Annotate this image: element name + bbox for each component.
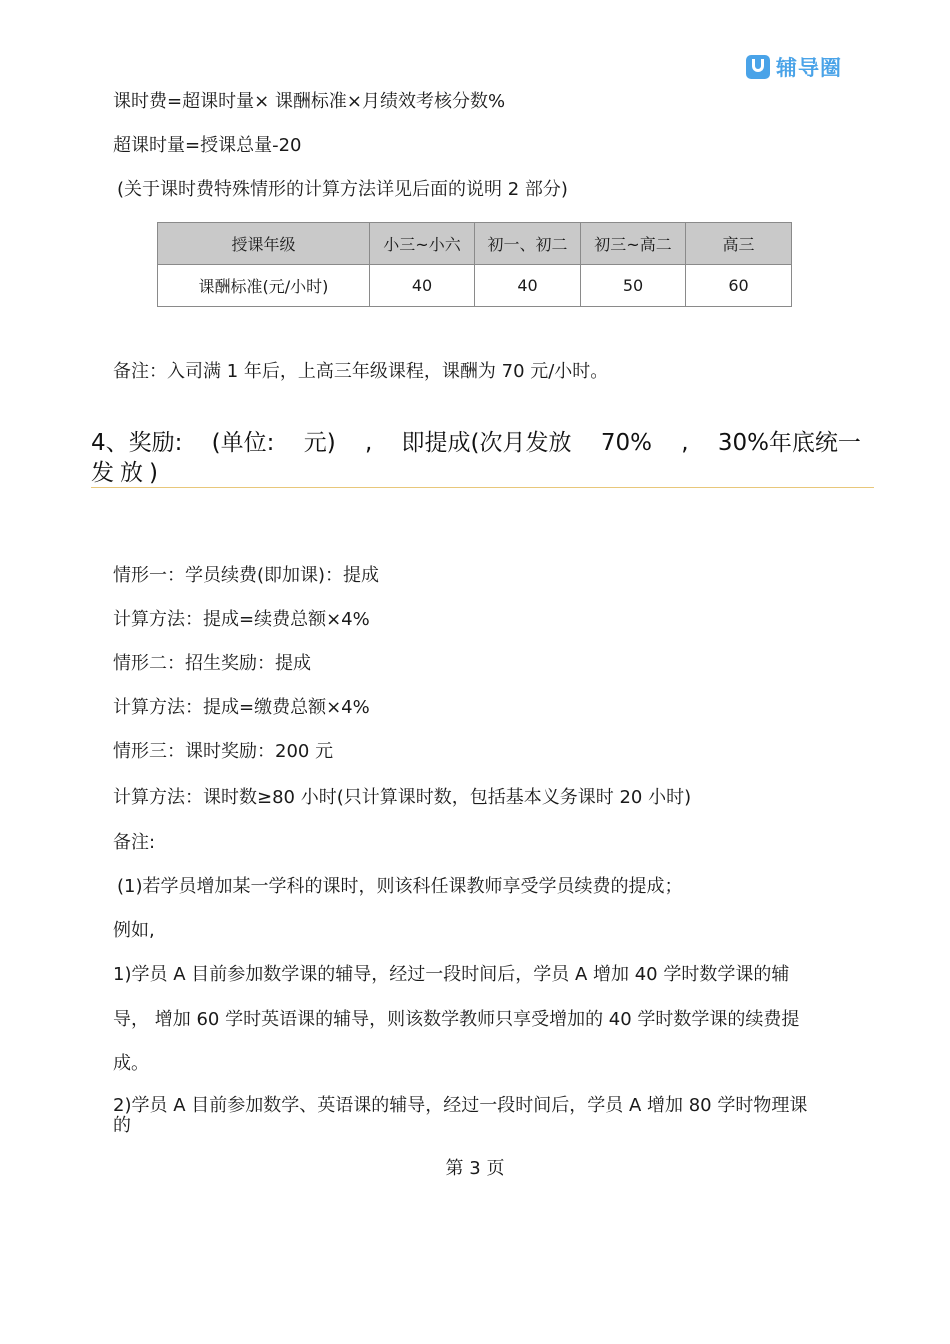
- item-case-2: 情形二：招生奖励：提成: [113, 653, 311, 674]
- table-header-cell: 小三~小六: [370, 223, 475, 265]
- heading-part: 4、奖励:: [91, 430, 183, 456]
- item-example-2-line-2: 的: [113, 1115, 131, 1136]
- heading-part: 元): [303, 430, 336, 456]
- table-cell: 50: [581, 265, 686, 307]
- item-remark-1: (1)若学员增加某一学科的课时，则该科任课教师享受学员续费的提成；: [117, 876, 683, 897]
- heading-underline: [91, 487, 874, 488]
- table-cell: 60: [686, 265, 792, 307]
- table-header-cell: 高三: [686, 223, 792, 265]
- table-header-row: [158, 223, 792, 265]
- table-cell: 40: [370, 265, 475, 307]
- table-header-cell: 初三~高二: [581, 223, 686, 265]
- heading-line-1: [91, 428, 861, 458]
- heading-part: (单位:: [211, 430, 275, 456]
- item-example-1-line-3: 成。: [113, 1053, 149, 1074]
- formula-course-fee: 课时费=超课时量× 课酬标准×月绩效考核分数%: [113, 91, 506, 112]
- item-example-1-line-1: 1)学员 A 目前参加数学课的辅导，经过一段时间后，学员 A 增加 40 学时数学课的辅: [113, 964, 790, 985]
- brand-name: 辅导圈: [776, 56, 842, 80]
- item-method-1: 计算方法：提成=续费总额×4%: [113, 609, 370, 630]
- brand-logo: [746, 54, 842, 80]
- item-example-2-line-1: 2)学员 A 目前参加数学、英语课的辅导，经过一段时间后，学员 A 增加 80 学时物理课: [113, 1095, 808, 1116]
- item-example-1-line-2: 导， 增加 60 学时英语课的辅导，则该数学教师只享受增加的 40 学时数学课的续费提: [113, 1009, 800, 1030]
- heading-line-2: 发放): [91, 460, 164, 486]
- item-case-1: 情形一：学员续费(即加课)：提成: [113, 565, 380, 586]
- page-number: 第 3 页: [445, 1158, 505, 1179]
- heading-part: 30%年底统一: [717, 430, 861, 456]
- item-method-3: 计算方法：课时数≥80 小时(只计算课时数，包括基本义务课时 20 小时): [113, 787, 692, 808]
- section-heading-rewards: [91, 428, 861, 488]
- item-example-label: 例如,: [113, 920, 155, 941]
- item-method-2: 计算方法：提成=缴费总额×4%: [113, 697, 370, 718]
- item-remark-label: 备注:: [113, 832, 156, 853]
- u-logo-icon: [746, 55, 770, 79]
- formula-extra-hours: 超课时量=授课总量-20: [113, 135, 302, 156]
- heading-part: 即提成(次月发放: [401, 430, 572, 456]
- heading-part: ,: [681, 430, 689, 456]
- table-header-cell: 授课年级: [158, 223, 370, 265]
- heading-part: ,: [364, 430, 373, 456]
- table-header-cell: 初一、初二: [475, 223, 581, 265]
- fee-standard-table: [157, 222, 792, 307]
- table-cell: 课酬标准(元/小时): [158, 265, 370, 307]
- remark-senior-fee: 备注：入司满 1 年后，上高三年级课程，课酬为 70 元/小时。: [113, 361, 609, 382]
- table-cell: 40: [475, 265, 581, 307]
- item-case-3: 情形三：课时奖励：200 元: [113, 741, 334, 762]
- formula-note: (关于课时费特殊情形的计算方法详见后面的说明 2 部分): [117, 179, 568, 200]
- table-row: [158, 265, 792, 307]
- heading-part: 70%: [600, 430, 652, 456]
